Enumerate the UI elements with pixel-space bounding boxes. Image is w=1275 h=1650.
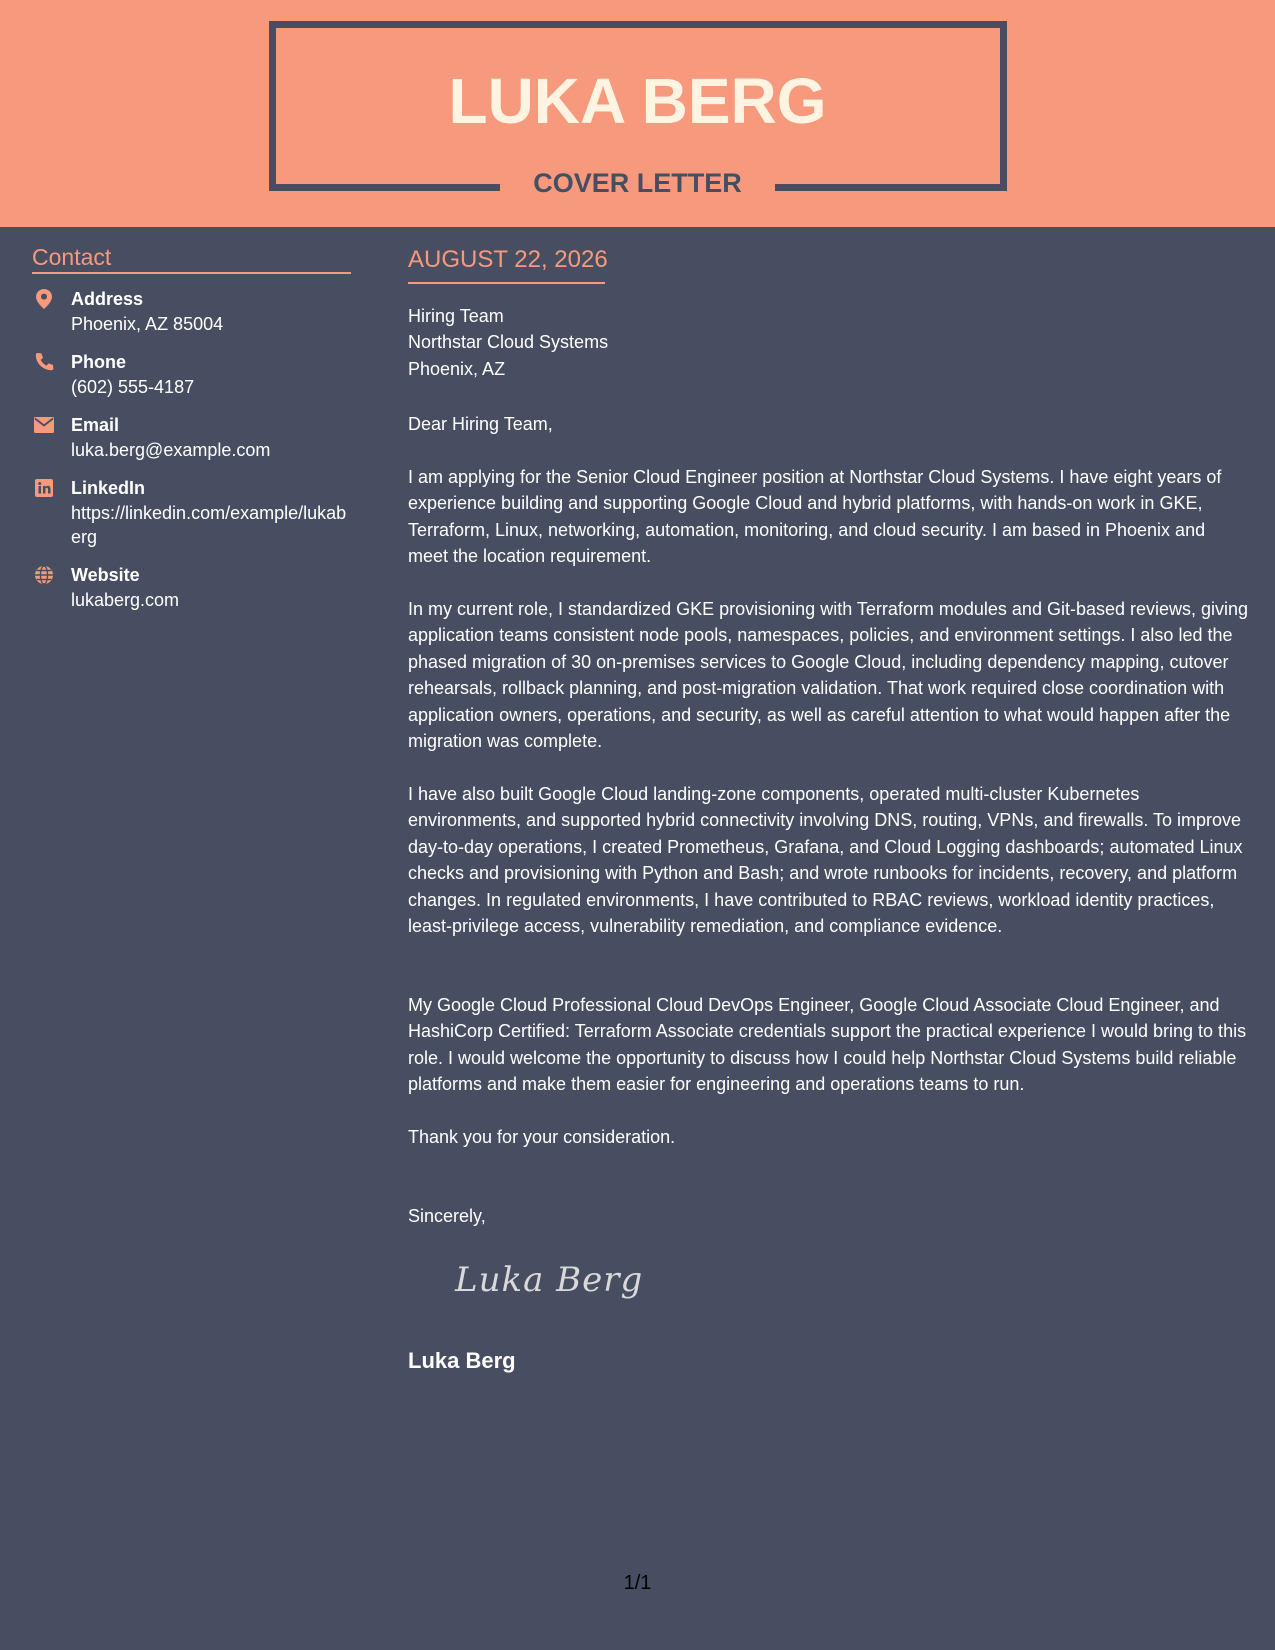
recipient-line: Hiring Team — [408, 306, 504, 326]
contact-divider — [32, 272, 351, 274]
recipient-block — [408, 303, 1250, 382]
contact-label: Address — [71, 289, 144, 309]
applicant-name: LUKA BERG — [448, 65, 827, 137]
map-pin-icon — [32, 287, 56, 311]
website-link[interactable]: lukaberg.com — [71, 590, 180, 610]
letter-date: AUGUST 22, 2026 — [408, 246, 608, 273]
recipient-line: Northstar Cloud Systems — [408, 332, 609, 353]
header-banner — [0, 0, 1275, 227]
contact-label: Phone — [71, 352, 127, 372]
globe-icon — [32, 563, 56, 587]
signer-name: Luka Berg — [408, 1348, 516, 1373]
linkedin-icon — [32, 476, 56, 500]
recipient-line: Phoenix, AZ — [408, 358, 506, 379]
contact-label: LinkedIn — [71, 478, 146, 498]
linkedin-link[interactable]: https://linkedin.com/example/lukaberg — [71, 503, 347, 547]
page-number: 1/1 — [623, 1572, 652, 1594]
handwritten-signature: Luka Berg — [455, 1260, 644, 1300]
closing-thanks: Thank you for your consideration. — [408, 1127, 676, 1147]
letter-paragraph: I am applying for the Senior Cloud Engineer position at Northstar Cloud Systems. I have eight years of experience building and supporting Google Cloud and hybrid platforms, with hands-on work in GKE, Terraform, Linux, networking, automation, monitoring, and cloud security. I am based in Phoenix and meet the location requirement. — [408, 467, 1222, 567]
contact-value: (602) 555-4187 — [71, 377, 195, 397]
contact-label[interactable]: Email — [71, 415, 120, 435]
contact-heading: Contact — [32, 244, 112, 270]
document-subtitle: COVER LETTER — [533, 168, 742, 198]
contact-value: Phoenix, AZ 85004 — [71, 314, 224, 334]
letter-paragraph: My Google Cloud Professional Cloud DevOps Engineer, Google Cloud Associate Cloud Engineer, and HashiCorp Certified: Terraform Associate credentials support the practical experience I would bring to this role. I would welcome the opportunity to discuss how I could help Northstar Cloud Systems build reliable platforms and make them easier for engineering and operations teams to run. — [408, 995, 1247, 1095]
contact-label: Website — [71, 565, 140, 585]
closing: Sincerely, — [408, 1206, 486, 1226]
letter-paragraph: I have also built Google Cloud landing-zone components, operated multi-cluster Kubernetes environments, and supported hybrid connectivity involving DNS, routing, VPNs, and firewalls. To improve day-to-day operations, I created Prometheus, Grafana, and Cloud Logging dashboards; automated Linux checks and provisioning with Python and Bash; and wrote runbooks for incidents, recovery, and platform changes. In regulated environments, I have contributed to RBAC reviews, workload identity practices, least-privilege access, vulnerability remediation, and compliance evidence. — [408, 784, 1243, 937]
date-divider — [408, 282, 605, 284]
phone-icon — [32, 350, 56, 374]
envelope-icon — [32, 413, 56, 437]
salutation: Dear Hiring Team, — [408, 414, 553, 434]
letter-paragraph: In my current role, I standardized GKE provisioning with Terraform modules and Git-based reviews, giving application teams consistent node pools, namespaces, policies, and environment settings. I also led the phased migration of 30 on-premises services to Google Cloud, including dependency mapping, cutover rehearsals, rollback planning, and post-migration validation. That work required close coordination with application owners, operations, and security, as well as careful attention to what would happen after the migration was complete. — [408, 599, 1249, 752]
email-link[interactable]: luka.berg@example.com — [71, 440, 271, 460]
